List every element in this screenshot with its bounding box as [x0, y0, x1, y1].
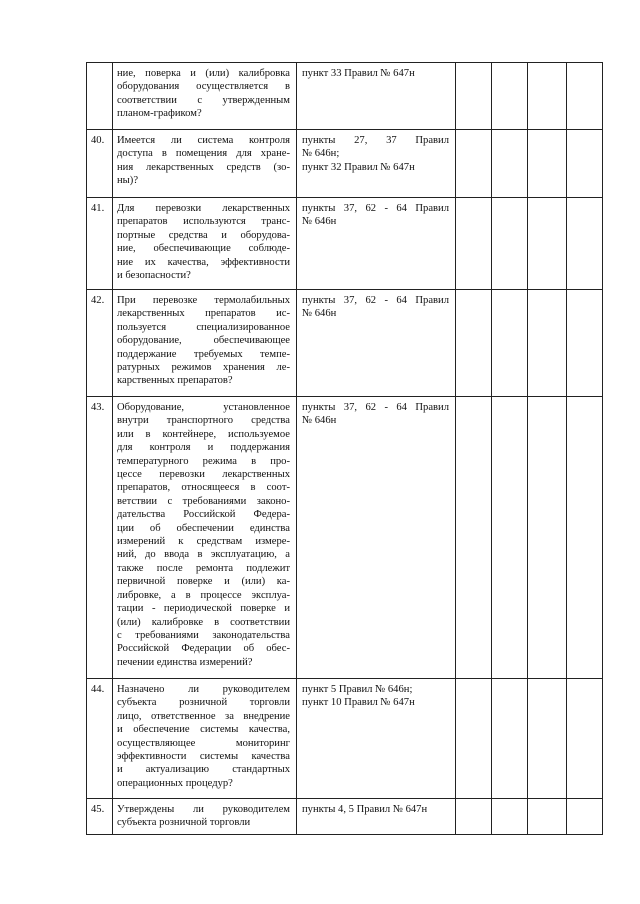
item-number	[87, 63, 113, 130]
question-line: тации - периодической поверке и	[117, 603, 290, 615]
question-cell	[113, 679, 297, 799]
table-row	[87, 198, 603, 290]
question-cell	[113, 290, 297, 397]
answer-cell-2[interactable]	[492, 130, 528, 198]
answer-cell-1[interactable]	[456, 63, 492, 130]
answer-cell-3[interactable]	[528, 130, 567, 198]
question-line: лекарственных препаратов ис-	[117, 308, 290, 320]
question-line: и актуализацию стандартных	[117, 764, 290, 776]
answer-cell-2[interactable]	[492, 799, 528, 835]
answer-cell-4[interactable]	[567, 397, 603, 679]
reference-line: пункты 37, 62 - 64 Правил	[302, 295, 449, 306]
item-number: 45.	[87, 799, 113, 835]
answer-cell-1[interactable]	[456, 397, 492, 679]
question-line: ние, обеспечивающие соблюде-	[117, 243, 290, 255]
reference-cell	[297, 799, 456, 835]
answer-cell-3[interactable]	[528, 799, 567, 835]
reference-line: № 646н	[302, 216, 337, 228]
item-number: 42.	[87, 290, 113, 397]
checklist-table	[86, 62, 603, 835]
question-line: препаратов, относящееся в соот-	[117, 482, 290, 494]
answer-cell-3[interactable]	[528, 63, 567, 130]
question-cell	[113, 799, 297, 835]
answer-cell-2[interactable]	[492, 679, 528, 799]
question-line: или в контейнере, используемое	[117, 428, 290, 440]
answer-cell-3[interactable]	[528, 397, 567, 679]
question-line: оборудование, обеспечивающее	[117, 335, 290, 347]
table-row	[87, 799, 603, 835]
reference-cell	[297, 679, 456, 799]
reference-cell	[297, 130, 456, 198]
question-line: измерений к средствам измере-	[117, 536, 290, 548]
item-number: 41.	[87, 198, 113, 290]
question-line: осуществляющее мониторинг	[117, 737, 290, 749]
answer-cell-1[interactable]	[456, 130, 492, 198]
question-line: и обеспечение системы качества,	[117, 724, 290, 736]
answer-cell-4[interactable]	[567, 290, 603, 397]
question-line: лицо, ответственное за внедрение	[117, 710, 290, 722]
question-cell	[113, 198, 297, 290]
question-line: Оборудование, установленное	[117, 402, 290, 413]
question-line: эффективности системы качества	[117, 751, 290, 763]
question-line: и безопасности?	[117, 270, 191, 282]
question-line: для контроля и поддержания	[117, 442, 290, 454]
question-line: Утверждены ли руководителем	[117, 804, 290, 815]
question-line: поддержание требуемых темпе-	[117, 348, 290, 360]
item-number: 44.	[87, 679, 113, 799]
answer-cell-3[interactable]	[528, 679, 567, 799]
question-line: планом-графиком?	[117, 108, 202, 120]
reference-line: пункт 32 Правил № 647н	[302, 161, 415, 173]
question-line: Для перевозки лекарственных	[117, 203, 290, 214]
answer-cell-3[interactable]	[528, 290, 567, 397]
table-row	[87, 679, 603, 799]
question-line: оборудования осуществляется в	[117, 81, 290, 93]
answer-cell-4[interactable]	[567, 799, 603, 835]
question-line: ние, поверка и (или) калибровка	[117, 68, 290, 79]
reference-cell	[297, 198, 456, 290]
question-line: ветствии с требованиями законо-	[117, 495, 290, 507]
question-line: внутри транспортного средства	[117, 415, 290, 427]
question-line: портные средства и оборудова-	[117, 229, 290, 241]
question-line: печении единства измерений?	[117, 656, 253, 668]
answer-cell-1[interactable]	[456, 290, 492, 397]
reference-line: пункты 37, 62 - 64 Правил	[302, 402, 449, 413]
question-cell	[113, 397, 297, 679]
question-line: субъекта розничной торговли	[117, 697, 290, 709]
question-line: При перевозке термолабильных	[117, 295, 290, 306]
table-row	[87, 290, 603, 397]
reference-line: № 646н	[302, 415, 337, 427]
question-line: дательства Российской Федера-	[117, 509, 290, 521]
question-line: температурного режима в про-	[117, 455, 290, 467]
question-line: ны)?	[117, 175, 139, 187]
table-row	[87, 397, 603, 679]
question-line: препаратов используются транс-	[117, 216, 290, 228]
question-line: пользуется специализированное	[117, 321, 290, 333]
checklist-body	[87, 63, 603, 835]
question-line: доступа в помещения для хране-	[117, 148, 290, 160]
reference-line: № 646н	[302, 308, 337, 320]
question-line: Российской Федерации об обес-	[117, 643, 290, 655]
answer-cell-3[interactable]	[528, 198, 567, 290]
answer-cell-4[interactable]	[567, 130, 603, 198]
table-row	[87, 63, 603, 130]
question-line: субъекта розничной торговли	[117, 817, 251, 829]
answer-cell-2[interactable]	[492, 63, 528, 130]
reference-cell	[297, 397, 456, 679]
answer-cell-4[interactable]	[567, 63, 603, 130]
table-row	[87, 130, 603, 198]
question-line: операционных процедур?	[117, 777, 233, 789]
reference-cell	[297, 63, 456, 130]
answer-cell-2[interactable]	[492, 290, 528, 397]
reference-cell	[297, 290, 456, 397]
question-line: ний, до ввода в эксплуатацию, а	[117, 549, 290, 561]
question-line: ции об обеспечении единства	[117, 522, 290, 534]
question-line: ние их качества, эффективности	[117, 256, 290, 268]
item-number: 43.	[87, 397, 113, 679]
answer-cell-2[interactable]	[492, 397, 528, 679]
question-line: Назначено ли руководителем	[117, 684, 290, 695]
answer-cell-1[interactable]	[456, 198, 492, 290]
question-cell	[113, 63, 297, 130]
question-line: ратурных режимов хранения ле-	[117, 362, 290, 374]
answer-cell-2[interactable]	[492, 198, 528, 290]
question-line: соответствии с утвержденным	[117, 94, 290, 106]
reference-line: пункты 37, 62 - 64 Правил	[302, 203, 449, 214]
question-cell	[113, 130, 297, 198]
answer-cell-1[interactable]	[456, 679, 492, 799]
item-number: 40.	[87, 130, 113, 198]
answer-cell-4[interactable]	[567, 679, 603, 799]
question-line: карственных препаратов?	[117, 375, 233, 387]
reference-line: пункты 4, 5 Правил № 647н	[302, 804, 428, 815]
answer-cell-1[interactable]	[456, 799, 492, 835]
question-line: также после ремонта подлежит	[117, 562, 290, 574]
question-line: (или) калибровке в соответствии	[117, 616, 290, 628]
reference-line: пункт 33 Правил № 647н	[302, 68, 415, 79]
question-line: с требованиями законодательства	[117, 629, 290, 641]
question-line: либровке, а в процессе эксплуа-	[117, 589, 290, 601]
answer-cell-4[interactable]	[567, 198, 603, 290]
question-line: ния лекарственных средств (зо-	[117, 161, 290, 173]
reference-line: пункты 27, 37 Правил	[302, 135, 449, 146]
question-line: Имеется ли система контроля	[117, 135, 290, 146]
question-line: первичной поверке и (или) ка-	[117, 576, 290, 588]
reference-line: пункт 5 Правил № 646н;	[302, 684, 413, 695]
reference-line: пункт 10 Правил № 647н	[302, 697, 415, 709]
question-line: цессе перевозки лекарственных	[117, 469, 290, 481]
reference-line: № 646н;	[302, 148, 340, 160]
